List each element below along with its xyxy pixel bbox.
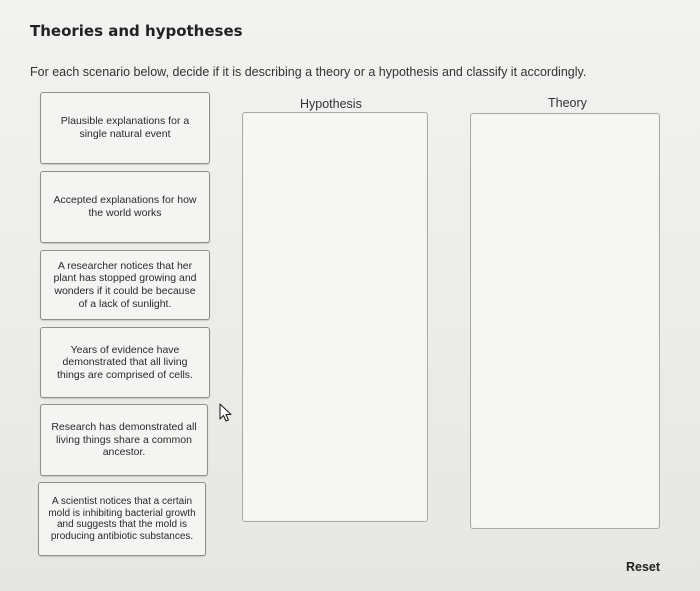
drag-card-plausible-explanations[interactable] xyxy=(40,92,210,164)
hypothesis-drop-zone[interactable] xyxy=(242,112,428,522)
mouse-pointer-icon xyxy=(218,403,234,423)
drag-card-years-of-evidence[interactable] xyxy=(40,327,210,398)
card-text: Research has demonstrated all living things share a common ancestor. xyxy=(51,421,197,459)
card-text: A scientist notices that a certain mold is inhibiting bacterial growth and suggests that the mold is producing antibiotic substances. xyxy=(48,496,196,542)
theory-column-header: Theory xyxy=(548,96,587,110)
instructions-text: For each scenario below, decide if it is describing a theory or a hypothesis and classify it accordingly. xyxy=(30,65,587,79)
hypothesis-column-header: Hypothesis xyxy=(300,97,362,111)
card-text: Years of evidence have demonstrated that all living things are comprised of cells. xyxy=(57,343,193,381)
card-text: A researcher notices that her plant has stopped growing and wonders if it could be because of a lack of sunlight. xyxy=(53,259,197,310)
reset-button[interactable]: Reset xyxy=(620,558,666,576)
drag-card-common-ancestor[interactable] xyxy=(40,404,208,476)
theory-drop-zone[interactable] xyxy=(470,113,660,529)
drag-card-scientist-mold[interactable] xyxy=(38,482,206,556)
card-text: Accepted explanations for how the world works xyxy=(53,194,197,219)
card-text: Plausible explanations for a single natural event xyxy=(60,115,190,140)
drag-card-researcher-plant[interactable] xyxy=(40,250,210,320)
page-title: Theories and hypotheses xyxy=(30,22,243,40)
drag-card-accepted-explanations[interactable] xyxy=(40,171,210,243)
